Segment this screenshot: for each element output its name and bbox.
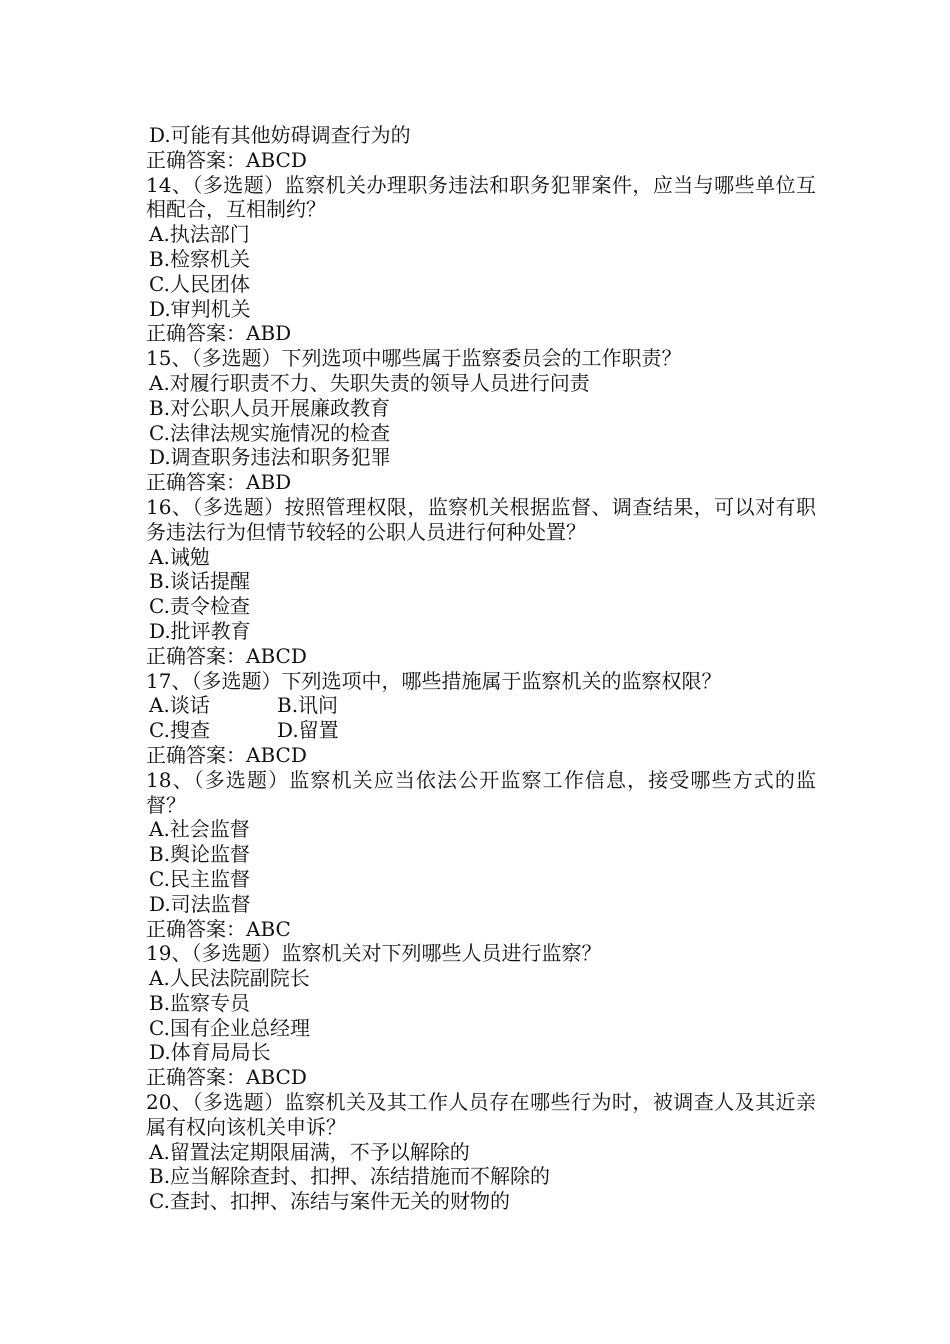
q14-option-c: C.人民团体 (149, 271, 250, 296)
q19-option-b: B.监察专员 (149, 990, 251, 1015)
q19-option-a: A.人民法院副院长 (149, 966, 310, 991)
prev-answer: 正确答案：ABCD (146, 147, 307, 172)
q18-option-c: C.民主监督 (149, 866, 250, 891)
q16-answer: 正确答案：ABCD (146, 643, 307, 668)
q17-option-d: D.留置 (277, 718, 339, 743)
question-14: 14、（多选题）监察机关办理职务违法和职务犯罪案件，应当与哪些单位互相配合，互相制约？ (146, 172, 816, 222)
q18-answer: 正确答案：ABC (146, 916, 291, 941)
q20-option-b: B.应当解除查封、扣押、冻结措施而不解除的 (149, 1164, 551, 1189)
question-20: 20、（多选题）监察机关及其工作人员存在哪些行为时，被调查人及其近亲属有权向该机关申诉？ (146, 1090, 816, 1139)
question-15: 15、（多选题）下列选项中哪些属于监察委员会的工作职责？ (146, 346, 682, 371)
q16-option-c: C.责令检查 (149, 594, 250, 619)
q18-option-a: A.社会监督 (149, 817, 250, 842)
q17-option-a: A.谈话 (149, 693, 210, 718)
q20-option-c: C.查封、扣押、冻结与案件无关的财物的 (149, 1189, 510, 1214)
q17-answer: 正确答案：ABCD (146, 742, 307, 767)
q15-answer: 正确答案：ABD (146, 470, 292, 495)
q16-option-d: D.批评教育 (149, 618, 251, 643)
prev-option-d: D.可能有其他妨碍调查行为的 (149, 123, 411, 147)
q17-options-row-2 (146, 718, 816, 743)
q15-option-c: C.法律法规实施情况的检查 (149, 420, 390, 445)
q15-option-b: B.对公职人员开展廉政教育 (149, 395, 391, 420)
q16-option-b: B.谈话提醒 (149, 569, 251, 594)
document-page (146, 123, 816, 1214)
q14-option-a: A.执法部门 (149, 222, 250, 247)
q14-option-d: D.审判机关 (149, 296, 251, 321)
question-16: 16、（多选题）按照管理权限，监察机关根据监督、调查结果，可以对有职务违法行为但情节较轻的公职人员进行何种处置？ (146, 494, 816, 544)
q19-option-c: C.国有企业总经理 (149, 1015, 310, 1040)
q17-option-b: B.讯问 (277, 693, 339, 718)
q14-answer: 正确答案：ABD (146, 321, 292, 346)
q17-options-row-1 (146, 693, 816, 718)
q15-option-a: A.对履行职责不力、失职失责的领导人员进行问责 (149, 370, 590, 395)
q15-option-d: D.调查职务违法和职务犯罪 (149, 445, 391, 470)
q19-option-d: D.体育局局长 (149, 1040, 271, 1065)
q18-option-b: B.舆论监督 (149, 842, 251, 867)
question-18: 18、（多选题）监察机关应当依法公开监察工作信息，接受哪些方式的监督？ (146, 767, 816, 817)
question-19: 19、（多选题）监察机关对下列哪些人员进行监察？ (146, 941, 602, 966)
q14-option-b: B.检察机关 (149, 246, 251, 271)
q20-option-a: A.留置法定期限届满，不予以解除的 (149, 1139, 470, 1164)
q19-answer: 正确答案：ABCD (146, 1065, 307, 1090)
q18-option-d: D.司法监督 (149, 891, 251, 916)
question-17: 17、（多选题）下列选项中，哪些措施属于监察机关的监察权限？ (146, 668, 722, 693)
q16-option-a: A.诫勉 (149, 544, 210, 569)
q17-option-c: C.搜查 (149, 718, 210, 743)
